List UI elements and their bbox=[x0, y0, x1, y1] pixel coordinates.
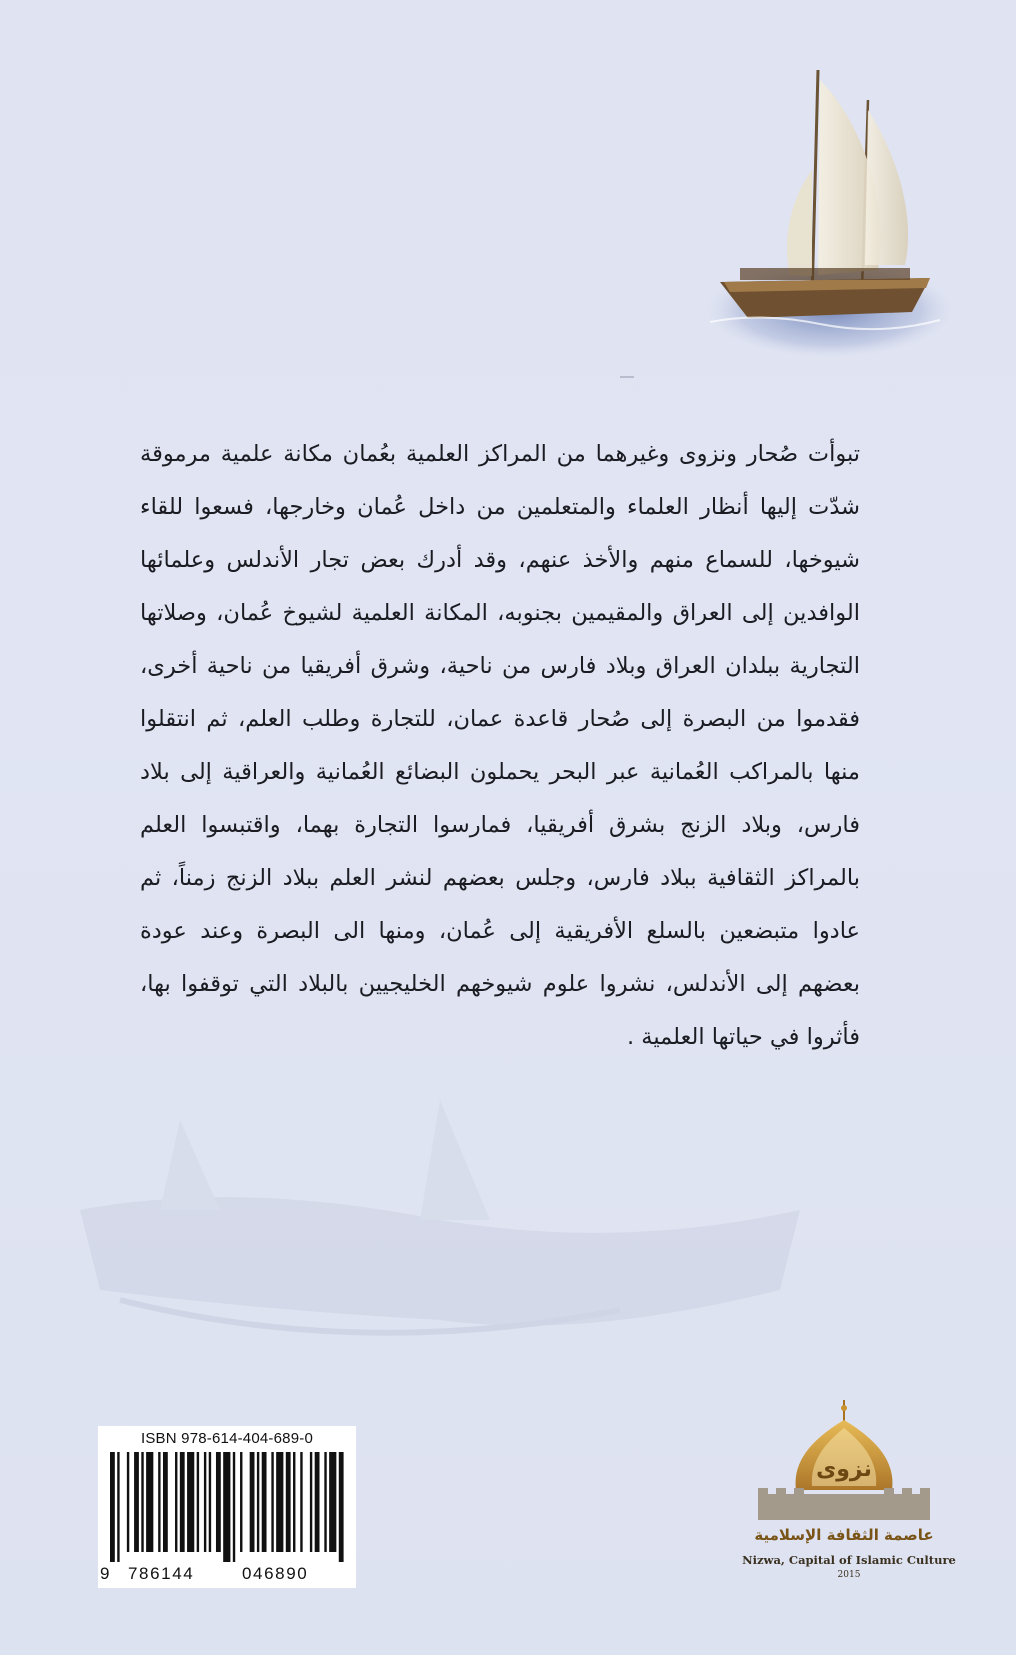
blurb-paragraph: تبوأت صُحار ونزوى وغيرهما من المراكز العلمية بعُمان مكانة علمية مرموقة شدّت إليها أنظار العلماء والمتعلمين من داخل عُمان وخارجها، فسعوا للقاء شيوخها، للسماع منهم والأخذ عنهم، وقد أدرك بعض تجار الأندلس وعلمائها الوافدين إلى العراق والمقيمين بجنوبه، المكانة العلمية لشيوخ عُمان، وصلاتها التجارية ببلدان العراق وبلاد فارس من ناحية، وشرق أفريقيا من ناحية أخرى، فقدموا من البصرة إلى صُحار قاعدة عمان، للتجارة وطلب العلم، ثم انتقلوا منها بالمراكب العُمانية عبر البحر يحملون البضائع العُمانية والعراقية إلى بلاد فارس، وبلاد الزنج بشرق أفريقيا، فمارسوا التجارة بهما، واقتبسوا العلم بالمراكز الثقافية ببلاد فارس، وجلس بعضهم لنشر العلم ببلاد الزنج زمناً، ثم عادوا متبضعين بالسلع الأفريقية إلى عُمان، ومنها الى البصرة وعند عودة بعضهم إلى الأندلس، نشروا علوم شيوخهم الخليجيين بالبلاد التي توقفوا بها، فأثروا في حياتها العلمية . bbox=[140, 441, 860, 1050]
logo-year: 2015 bbox=[837, 1570, 861, 1580]
ship-illustration bbox=[700, 50, 950, 380]
barcode-bar bbox=[117, 1452, 119, 1562]
barcode-bar bbox=[276, 1452, 283, 1552]
barcode-bar bbox=[204, 1452, 206, 1552]
barcode-bar bbox=[329, 1452, 336, 1552]
nizwa-logo bbox=[744, 1398, 954, 1574]
barcode-bar bbox=[175, 1452, 177, 1552]
barcode-bar bbox=[110, 1452, 115, 1562]
barcode-bar bbox=[293, 1452, 295, 1552]
barcode-bars bbox=[110, 1452, 346, 1562]
isbn-label: ISBN 978-614-404-689-0 bbox=[140, 1430, 313, 1447]
barcode-bar bbox=[271, 1452, 273, 1552]
barcode-bar bbox=[187, 1452, 194, 1552]
barcode-bar bbox=[146, 1452, 153, 1552]
barcode-bar bbox=[141, 1452, 143, 1552]
barcode-digits-left: 786144 bbox=[128, 1564, 195, 1583]
barcode-digit-lead: 9 bbox=[100, 1564, 112, 1583]
barcode-digits bbox=[98, 1564, 356, 1586]
barcode-bar bbox=[163, 1452, 168, 1552]
barcode-bar bbox=[127, 1452, 129, 1552]
barcode-bar bbox=[262, 1452, 267, 1552]
logo-english-caption: Nizwa, Capital of Islamic Culture bbox=[742, 1553, 956, 1567]
barcode-bar bbox=[339, 1452, 344, 1562]
barcode-bar bbox=[286, 1452, 291, 1552]
barcode-bar bbox=[310, 1452, 312, 1552]
barcode-bar bbox=[250, 1452, 255, 1552]
barcode-bar bbox=[197, 1452, 199, 1552]
barcode-bar bbox=[134, 1452, 139, 1552]
barcode-bar bbox=[216, 1452, 221, 1552]
barcode-bar bbox=[233, 1452, 235, 1562]
barcode-bar bbox=[209, 1452, 211, 1552]
divider-dash bbox=[620, 376, 634, 378]
barcode-bar bbox=[324, 1452, 326, 1552]
barcode-bar bbox=[257, 1452, 259, 1552]
barcode-bar bbox=[223, 1452, 230, 1562]
barcode-digits-right: 046890 bbox=[242, 1564, 309, 1583]
logo-arabic-subtitle: عاصمة الثقافة الإسلامية bbox=[754, 1526, 934, 1544]
barcode-bar bbox=[158, 1452, 160, 1552]
barcode-bar bbox=[300, 1452, 302, 1552]
logo-arabic-title: نزوى bbox=[816, 1457, 872, 1482]
barcode-bar bbox=[240, 1452, 242, 1552]
barcode-block bbox=[98, 1426, 356, 1588]
barcode-bar bbox=[180, 1452, 185, 1552]
barcode-bar bbox=[315, 1452, 320, 1552]
ship-watermark bbox=[60, 1060, 820, 1390]
